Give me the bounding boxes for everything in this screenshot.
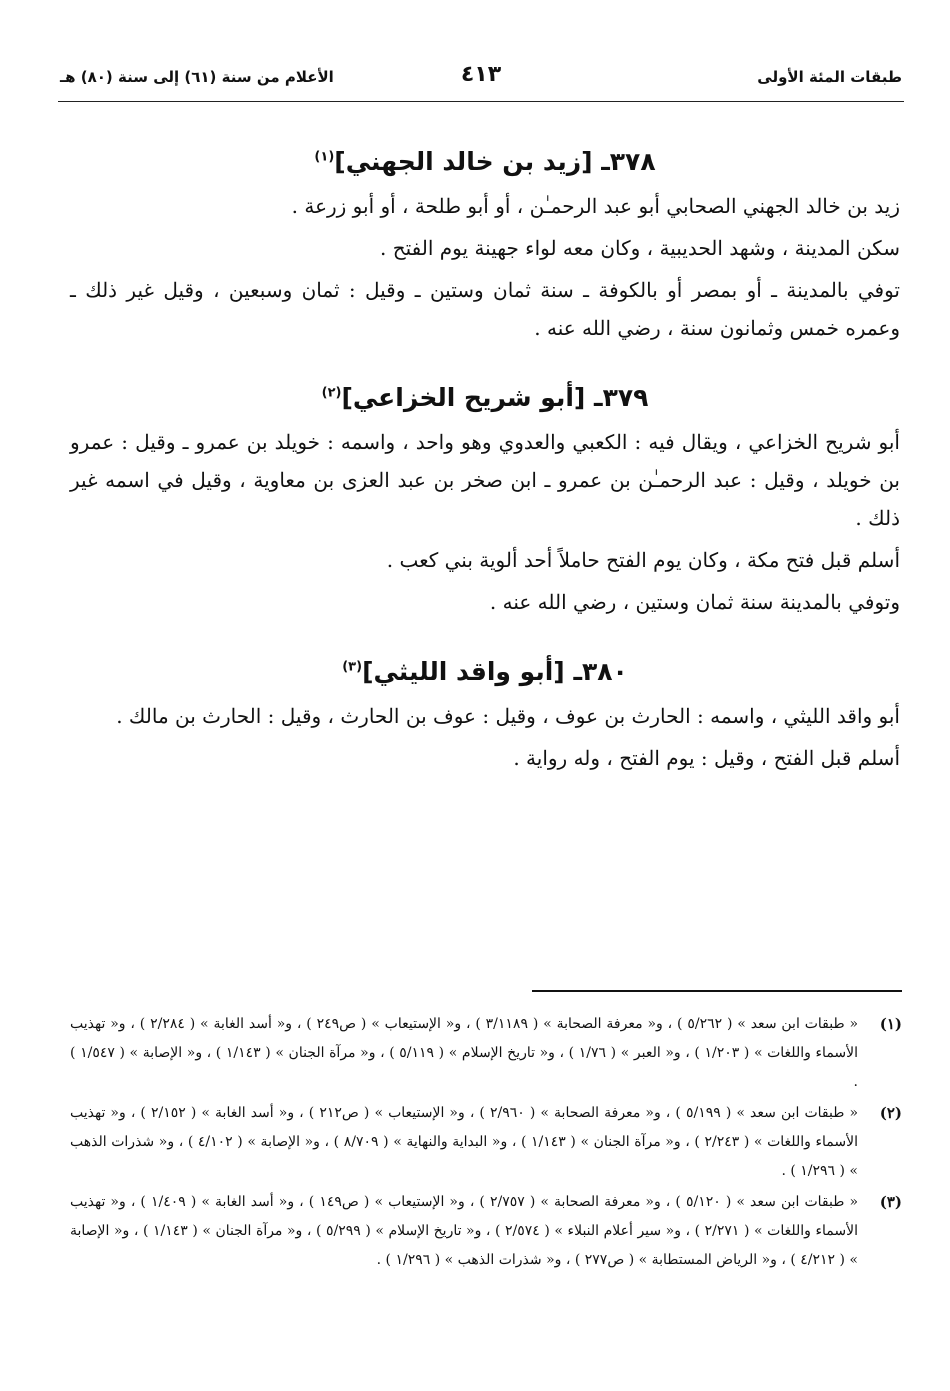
entry-paragraph: أبو شريح الخزاعي ، ويقال فيه : الكعبي والعدوي وهو واحد ، واسمه : خويلد بن عمرو ـ وقيل : عمرو بن خويلد ، وقيل : عبد الرحمـٰن بن عمرو ـ ابن صخر بن عبد العزى بن معاوية ، وقيل في اسمه غير ذلك . bbox=[70, 430, 900, 530]
entry-paragraph: أسلم قبل الفتح ، وقيل : يوم الفتح ، وله رواية . bbox=[513, 746, 900, 770]
footnote-divider bbox=[532, 990, 902, 992]
footnote-text: « طبقات ابن سعد » ( ٥/١٢٠ ) ، و« معرفة الصحابة » ( ٢/٧٥٧ ) ، و« الإستيعاب » ( ص١٤٩ ) ، و« أسد الغابة » ( ١/٤٠٩ ) ، و« تهذيب الأسماء واللغات » ( ٢/٢٧١ ) ، و« سير أعلام النبلاء » ( ٢/٥٧٤ ) ، و« تاريخ الإسلام » ( ٥/٢٩٩ ) ، و« مرآة الجنان » ( ١/١٤٣ ) ، و« الإصابة » ( ٤/٢١٢ ) ، و« الرياض المستطابة » ( ص٢٧٧ ) ، و« شذرات الذهب » ( ١/٢٩٦ ) . bbox=[70, 1194, 859, 1268]
footnote-number: (٣) bbox=[879, 1193, 902, 1211]
footnote bbox=[70, 1188, 902, 1275]
entry-paragraph: توفي بالمدينة ـ أو بمصر أو بالكوفة ـ سنة ثمان وستين ـ وقيل : ثمان وسبعين ، وقيل غير ذلك ـ وعمره خمس وثمانون سنة ، رضي الله عنه . bbox=[70, 278, 900, 340]
entry-380 bbox=[70, 657, 900, 777]
footnote-text: « طبقات ابن سعد » ( ٥/١٩٩ ) ، و« معرفة الصحابة » ( ٢/٩٦٠ ) ، و« الإستيعاب » ( ص٢١٢ ) ، و« أسد الغابة » ( ٢/١٥٢ ) ، و« تهذيب الأسماء واللغات » ( ٢/٢٤٣ ) ، و« مرآة الجنان » ( ١/١٤٣ ) ، و« البداية والنهاية » ( ٨/٧٠٩ ) ، و« الإصابة » ( ٤/١٠٢ ) ، و« شذرات الذهب » ( ١/٢٩٦ ) . bbox=[70, 1105, 859, 1179]
footnote-ref: (١) bbox=[314, 149, 335, 165]
entry-heading bbox=[70, 657, 900, 687]
page-number: ٤١٣ bbox=[460, 62, 502, 87]
footnote bbox=[70, 1010, 902, 1097]
entry-paragraph: زيد بن خالد الجهني الصحابي أبو عبد الرحمـٰن ، أو أبو طلحة ، أو أبو زرعة . bbox=[291, 194, 900, 218]
footnote-number: (٢) bbox=[879, 1104, 902, 1122]
entry-paragraph: سكن المدينة ، وشهد الحديبية ، وكان معه لواء جهينة يوم الفتح . bbox=[380, 236, 900, 260]
entry-heading bbox=[70, 147, 900, 177]
entry-title: ٣٧٨ـ [زيد بن خالد الجهني] bbox=[334, 147, 656, 176]
entry-title: ٣٧٩ـ [أبو شريح الخزاعي] bbox=[341, 383, 649, 412]
entry-paragraph: أسلم قبل فتح مكة ، وكان يوم الفتح حاملاً أحد ألوية بني كعب . bbox=[386, 548, 900, 572]
section-title: الأعلام من سنة (٦١) إلى سنة (٨٠) هـ bbox=[60, 68, 334, 86]
entry-379 bbox=[70, 383, 900, 621]
entry-378 bbox=[70, 147, 900, 347]
footnote-text: « طبقات ابن سعد » ( ٥/٢٦٢ ) ، و« معرفة الصحابة » ( ٣/١١٨٩ ) ، و« الإستيعاب » ( ص٢٤٩ ) ، و« أسد الغابة » ( ٢/٢٨٤ ) ، و« تهذيب الأسماء واللغات » ( ١/٢٠٣ ) ، و« العبر » ( ١/٧٦ ) ، و« تاريخ الإسلام » ( ٥/١١٩ ) ، و« مرآة الجنان » ( ١/١٤٣ ) ، و« الإصابة » ( ١/٥٤٧ ) . bbox=[70, 1016, 859, 1090]
footnotes bbox=[70, 1010, 902, 1277]
footnote-number: (١) bbox=[879, 1015, 902, 1033]
main-content bbox=[70, 135, 900, 781]
entry-paragraph: وتوفي بالمدينة سنة ثمان وستين ، رضي الله عنه . bbox=[489, 590, 900, 614]
footnote-ref: (٢) bbox=[321, 385, 342, 401]
book-title: طبقات المئة الأولى bbox=[757, 68, 902, 86]
footnote-ref: (٣) bbox=[342, 659, 363, 675]
running-header bbox=[60, 62, 902, 92]
header-divider bbox=[58, 101, 904, 102]
entry-title: ٣٨٠ـ [أبو واقد الليثي] bbox=[362, 657, 628, 686]
entry-paragraph: أبو واقد الليثي ، واسمه : الحارث بن عوف ، وقيل : عوف بن الحارث ، وقيل : الحارث بن مالك . bbox=[116, 704, 900, 728]
footnote bbox=[70, 1099, 902, 1186]
entry-heading bbox=[70, 383, 900, 413]
